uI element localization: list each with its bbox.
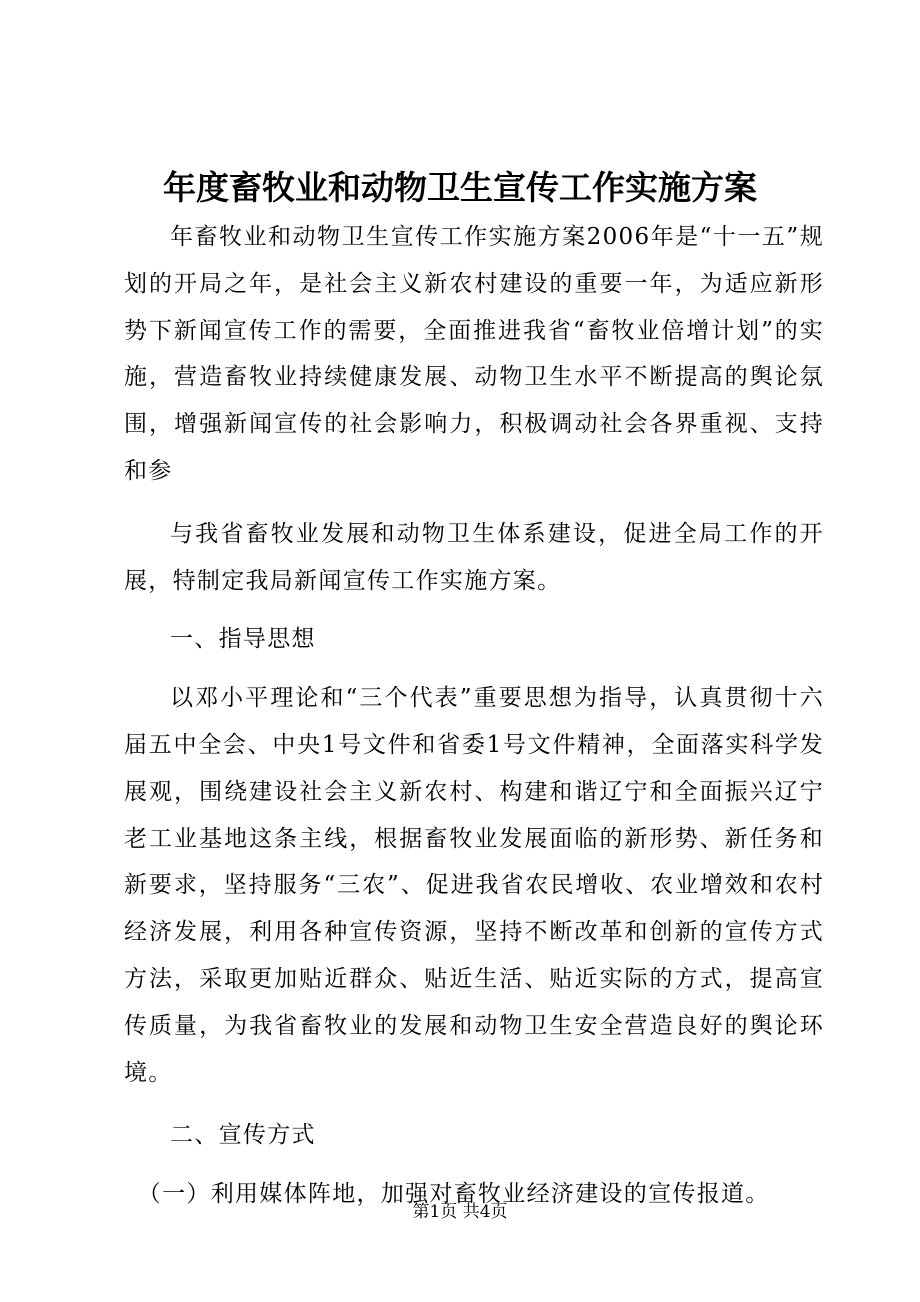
paragraph-intro-continued: 与我省畜牧业发展和动物卫生体系建设，促进全局工作的开展，特制定我局新闻宣传工作实施方案。 <box>124 520 824 594</box>
section-heading-publicity-methods: 二、宣传方式 <box>170 1122 316 1149</box>
paragraph-guiding-ideology: 以邓小平理论和“三个代表”重要思想为指导，认真贯彻十六届五中全会、中央1号文件和省委1号文件精神，全面落实科学发展观，围绕建设社会主义新农村、构建和谐辽宁和全面振兴辽宁老工业基地这条主线，根据畜牧业发展面临的新形势、新任务和新要求，坚持服务“三农”、促进我省农民增收、农业增效和农村经济发展，利用各种宣传资源，坚持不断改革和创新的宣传方式方法，采取更加贴近群众、贴近生活、贴近实际的方式，提高宣传质量，为我省畜牧业的发展和动物卫生安全营造良好的舆论环境。 <box>124 685 824 1086</box>
page-number-footer: 第1页 共4页 <box>412 1202 508 1222</box>
subsection-heading-media: （一）利用媒体阵地，加强对畜牧业经济建设的宣传报道。 <box>137 1181 770 1208</box>
document-body <box>124 214 824 1218</box>
document-title: 年度畜牧业和动物卫生宣传工作实施方案 <box>163 168 757 207</box>
section-heading-guiding-ideology: 一、指导思想 <box>170 626 316 653</box>
paragraph-intro: 年畜牧业和动物卫生宣传工作实施方案2006年是“十一五”规划的开局之年，是社会主义新农村建设的重要一年，为适应新形势下新闻宣传工作的需要，全面推进我省“畜牧业倍增计划”的实施，营造畜牧业持续健康发展、动物卫生水平不断提高的舆论氛围，增强新闻宣传的社会影响力，积极调动社会各界重视、支持和参 <box>124 224 824 484</box>
